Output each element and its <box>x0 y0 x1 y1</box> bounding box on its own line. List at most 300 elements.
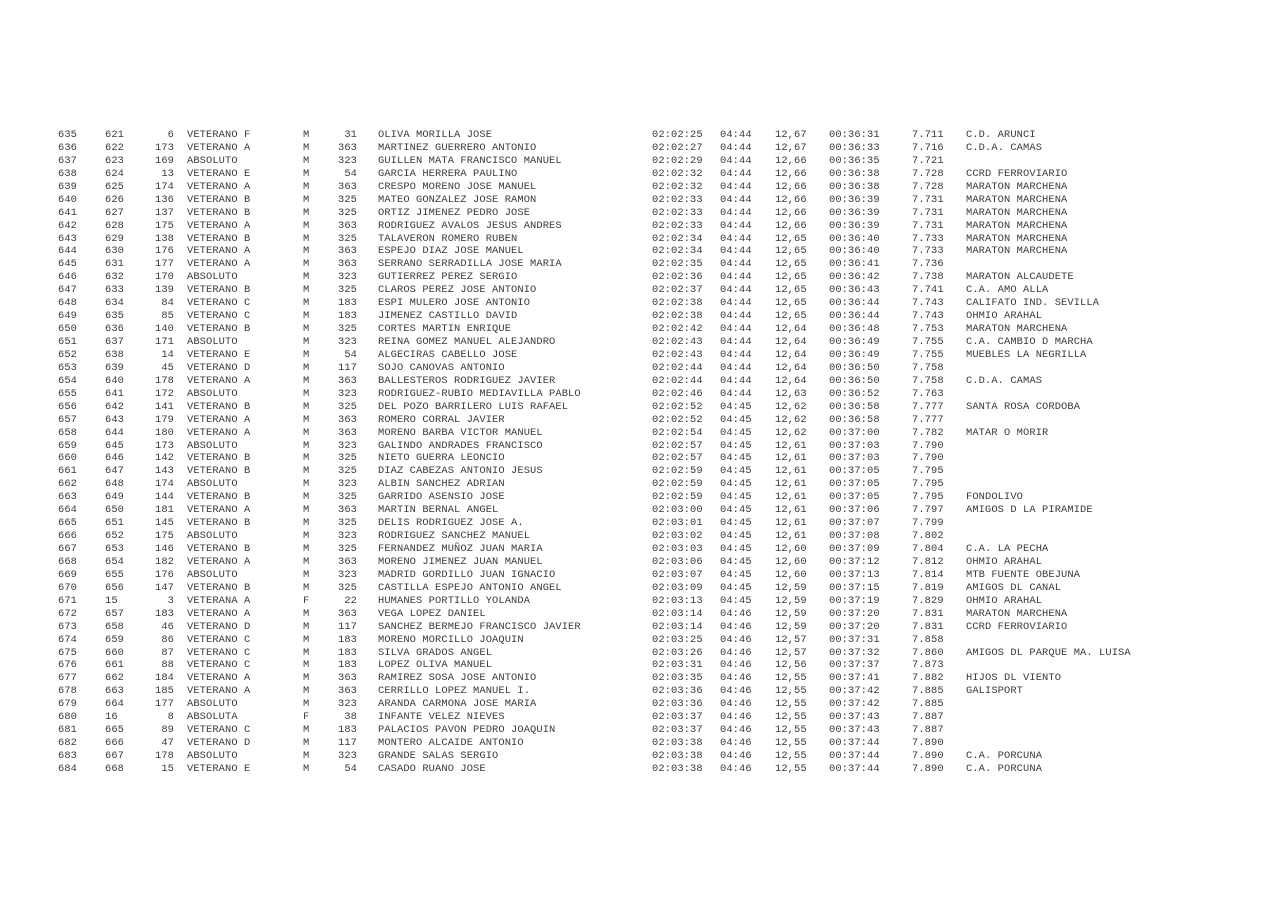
points-cell: 7.731 <box>912 193 944 206</box>
club-cell: C.A. PORCUNA <box>966 762 1043 775</box>
pace-cell: 04:46 <box>720 659 752 672</box>
sex-cell: F <box>303 711 310 724</box>
gender-position-cell: 660 <box>105 646 125 659</box>
category-total-cell: 325 <box>337 400 357 413</box>
speed-cell: 12,66 <box>775 154 807 167</box>
runner-name-cell: CORTES MARTIN ENRIQUE <box>378 323 512 336</box>
category-total-cell: 22 <box>344 594 357 607</box>
time-gap-cell: 00:37:32 <box>829 646 880 659</box>
club-cell: AMIGOS D LA PIRAMIDE <box>966 504 1093 517</box>
runner-name-cell: SANCHEZ BERMEJO FRANCISCO JAVIER <box>378 620 581 633</box>
category-cell: ABSOLUTO <box>187 336 238 348</box>
sex-cell: M <box>303 141 310 154</box>
category-total-cell: 325 <box>337 452 357 465</box>
finish-time-cell: 02:03:25 <box>652 633 703 646</box>
points-cell: 7.890 <box>912 750 944 762</box>
runner-name-cell: GUILLEN MATA FRANCISCO MANUEL <box>378 154 562 167</box>
category-position-cell: 136 <box>154 193 174 206</box>
category-cell: ABSOLUTO <box>187 530 238 543</box>
time-gap-cell: 00:36:35 <box>829 154 880 167</box>
category-position-cell: 13 <box>161 167 174 180</box>
category-cell: VETERANO B <box>187 284 251 297</box>
sex-cell: M <box>303 672 310 685</box>
position-cell: 651 <box>58 336 78 348</box>
category-cell: VETERANO A <box>187 258 251 271</box>
pace-cell: 04:44 <box>720 374 752 387</box>
pace-cell: 04:46 <box>720 737 752 750</box>
pace-cell: 04:45 <box>720 465 752 478</box>
category-total-cell: 363 <box>337 504 357 517</box>
sex-cell: M <box>303 180 310 193</box>
pace-cell: 04:46 <box>720 762 752 775</box>
points-cell: 7.804 <box>912 543 944 555</box>
runner-name-cell: CASADO RUANO JOSE <box>378 762 486 775</box>
position-cell: 663 <box>58 491 78 504</box>
category-total-cell: 183 <box>337 659 357 672</box>
speed-cell: 12,59 <box>775 607 807 620</box>
points-cell: 7.741 <box>912 284 944 297</box>
sex-cell: M <box>303 762 310 775</box>
sex-cell: M <box>303 659 310 672</box>
category-cell: VETERANO E <box>187 348 251 361</box>
pace-cell: 04:45 <box>720 426 752 439</box>
points-cell: 7.731 <box>912 206 944 219</box>
time-gap-cell: 00:37:44 <box>829 762 880 775</box>
category-position-cell: 47 <box>161 737 174 750</box>
runner-name-cell: DIAZ CABEZAS ANTONIO JESUS <box>378 465 543 478</box>
speed-cell: 12,63 <box>775 387 807 400</box>
club-cell: FONDOLIVO <box>966 491 1024 504</box>
points-cell: 7.799 <box>912 517 944 530</box>
speed-cell: 12,64 <box>775 361 807 374</box>
time-gap-cell: 00:37:41 <box>829 672 880 685</box>
runner-name-cell: DELIS RODRIGUEZ JOSE A. <box>378 517 524 530</box>
category-total-cell: 325 <box>337 232 357 245</box>
category-total-cell: 325 <box>337 193 357 206</box>
runner-name-cell: MARTINEZ GUERRERO ANTONIO <box>378 141 537 154</box>
time-gap-cell: 00:37:03 <box>829 452 880 465</box>
speed-cell: 12,61 <box>775 465 807 478</box>
category-total-cell: 323 <box>337 154 357 167</box>
club-cell: C.D. ARUNCI <box>966 129 1036 141</box>
runner-name-cell: HUMANES PORTILLO YOLANDA <box>378 594 531 607</box>
position-cell: 638 <box>58 167 78 180</box>
points-cell: 7.736 <box>912 258 944 271</box>
time-gap-cell: 00:36:58 <box>829 400 880 413</box>
gender-position-cell: 651 <box>105 517 125 530</box>
category-position-cell: 180 <box>154 426 174 439</box>
category-total-cell: 325 <box>337 323 357 336</box>
pace-cell: 04:44 <box>720 129 752 141</box>
gender-position-cell: 668 <box>105 762 125 775</box>
finish-time-cell: 02:03:06 <box>652 555 703 568</box>
sex-cell: M <box>303 400 310 413</box>
sex-cell: M <box>303 413 310 426</box>
speed-cell: 12,61 <box>775 478 807 491</box>
position-cell: 670 <box>58 581 78 594</box>
finish-time-cell: 02:03:09 <box>652 581 703 594</box>
category-position-cell: 6 <box>167 129 174 141</box>
gender-position-cell: 634 <box>105 297 125 310</box>
club-cell: MARATON MARCHENA <box>966 219 1068 232</box>
pace-cell: 04:46 <box>720 620 752 633</box>
pace-cell: 04:46 <box>720 672 752 685</box>
finish-time-cell: 02:03:31 <box>652 659 703 672</box>
runner-name-cell: OLIVA MORILLA JOSE <box>378 129 493 141</box>
speed-cell: 12,55 <box>775 698 807 711</box>
sex-cell: M <box>303 439 310 452</box>
sex-cell: M <box>303 310 310 323</box>
club-cell: MARATON ALCAUDETE <box>966 271 1074 284</box>
category-cell: VETERANA A <box>187 594 251 607</box>
pace-cell: 04:45 <box>720 555 752 568</box>
club-cell: OHMIO ARAHAL <box>966 310 1043 323</box>
gender-position-cell: 652 <box>105 530 125 543</box>
category-position-cell: 179 <box>154 413 174 426</box>
finish-time-cell: 02:02:59 <box>652 465 703 478</box>
pace-cell: 04:45 <box>720 517 752 530</box>
finish-time-cell: 02:02:57 <box>652 452 703 465</box>
gender-position-cell: 626 <box>105 193 125 206</box>
pace-cell: 04:44 <box>720 271 752 284</box>
gender-position-cell: 629 <box>105 232 125 245</box>
speed-cell: 12,56 <box>775 659 807 672</box>
sex-cell: M <box>303 724 310 737</box>
gender-position-cell: 643 <box>105 413 125 426</box>
speed-cell: 12,65 <box>775 284 807 297</box>
time-gap-cell: 00:36:40 <box>829 232 880 245</box>
gender-position-cell: 665 <box>105 724 125 737</box>
category-cell: VETERANO A <box>187 180 251 193</box>
points-cell: 7.755 <box>912 336 944 348</box>
category-cell: VETERANO A <box>187 504 251 517</box>
runner-name-cell: INFANTE VELEZ NIEVES <box>378 711 505 724</box>
gender-position-cell: 15 <box>105 594 118 607</box>
club-cell: MARATON MARCHENA <box>966 232 1068 245</box>
speed-cell: 12,55 <box>775 711 807 724</box>
pace-cell: 04:45 <box>720 413 752 426</box>
points-cell: 7.743 <box>912 310 944 323</box>
gender-position-cell: 621 <box>105 129 125 141</box>
sex-cell: M <box>303 297 310 310</box>
finish-time-cell: 02:03:36 <box>652 698 703 711</box>
finish-time-cell: 02:03:14 <box>652 607 703 620</box>
points-cell: 7.873 <box>912 659 944 672</box>
time-gap-cell: 00:36:33 <box>829 141 880 154</box>
category-position-cell: 140 <box>154 323 174 336</box>
sex-cell: M <box>303 154 310 167</box>
runner-name-cell: NIETO GUERRA LEONCIO <box>378 452 505 465</box>
sex-cell: M <box>303 323 310 336</box>
category-cell: VETERANO A <box>187 607 251 620</box>
category-total-cell: 117 <box>337 737 357 750</box>
category-cell: VETERANO A <box>187 685 251 698</box>
runner-name-cell: TALAVERON ROMERO RUBEN <box>378 232 518 245</box>
category-cell: ABSOLUTO <box>187 387 238 400</box>
category-total-cell: 183 <box>337 646 357 659</box>
category-cell: ABSOLUTO <box>187 154 238 167</box>
points-cell: 7.728 <box>912 180 944 193</box>
time-gap-cell: 00:37:06 <box>829 504 880 517</box>
club-cell: MARATON MARCHENA <box>966 607 1068 620</box>
sex-cell: M <box>303 232 310 245</box>
category-position-cell: 176 <box>154 245 174 258</box>
category-position-cell: 178 <box>154 374 174 387</box>
gender-position-cell: 633 <box>105 284 125 297</box>
category-total-cell: 323 <box>337 271 357 284</box>
finish-time-cell: 02:03:14 <box>652 620 703 633</box>
sex-cell: M <box>303 568 310 581</box>
club-cell: MARATON MARCHENA <box>966 180 1068 193</box>
time-gap-cell: 00:36:44 <box>829 297 880 310</box>
category-position-cell: 181 <box>154 504 174 517</box>
sex-cell: M <box>303 555 310 568</box>
position-cell: 659 <box>58 439 78 452</box>
position-cell: 664 <box>58 504 78 517</box>
time-gap-cell: 00:36:40 <box>829 245 880 258</box>
time-gap-cell: 00:37:19 <box>829 594 880 607</box>
points-cell: 7.890 <box>912 762 944 775</box>
points-cell: 7.819 <box>912 581 944 594</box>
speed-cell: 12,62 <box>775 400 807 413</box>
gender-position-cell: 625 <box>105 180 125 193</box>
runner-name-cell: ESPEJO DIAZ JOSE MANUEL <box>378 245 524 258</box>
category-cell: VETERANO B <box>187 232 251 245</box>
time-gap-cell: 00:36:48 <box>829 323 880 336</box>
category-cell: VETERANO E <box>187 762 251 775</box>
pace-cell: 04:46 <box>720 698 752 711</box>
category-cell: ABSOLUTA <box>187 711 238 724</box>
category-total-cell: 363 <box>337 219 357 232</box>
points-cell: 7.790 <box>912 452 944 465</box>
time-gap-cell: 00:37:44 <box>829 750 880 762</box>
category-cell: VETERANO C <box>187 646 251 659</box>
category-cell: ABSOLUTO <box>187 698 238 711</box>
category-cell: VETERANO B <box>187 452 251 465</box>
runner-name-cell: RODRIGUEZ SANCHEZ MANUEL <box>378 530 531 543</box>
category-position-cell: 88 <box>161 659 174 672</box>
club-cell: HIJOS DL VIENTO <box>966 672 1062 685</box>
club-cell: CALIFATO IND. SEVILLA <box>966 297 1100 310</box>
finish-time-cell: 02:02:43 <box>652 348 703 361</box>
category-position-cell: 15 <box>161 762 174 775</box>
points-cell: 7.777 <box>912 400 944 413</box>
speed-cell: 12,61 <box>775 491 807 504</box>
category-cell: VETERANO B <box>187 400 251 413</box>
runner-name-cell: REINA GOMEZ MANUEL ALEJANDRO <box>378 336 556 348</box>
speed-cell: 12,60 <box>775 543 807 555</box>
runner-name-cell: GALINDO ANDRADES FRANCISCO <box>378 439 543 452</box>
speed-cell: 12,65 <box>775 297 807 310</box>
points-cell: 7.711 <box>912 129 944 141</box>
category-position-cell: 138 <box>154 232 174 245</box>
finish-time-cell: 02:02:33 <box>652 193 703 206</box>
category-cell: VETERANO A <box>187 374 251 387</box>
speed-cell: 12,57 <box>775 633 807 646</box>
category-total-cell: 363 <box>337 426 357 439</box>
club-cell: AMIGOS DL CANAL <box>966 581 1062 594</box>
category-position-cell: 147 <box>154 581 174 594</box>
category-total-cell: 54 <box>344 762 357 775</box>
runner-name-cell: ESPI MULERO JOSE ANTONIO <box>378 297 531 310</box>
category-cell: ABSOLUTO <box>187 439 238 452</box>
sex-cell: M <box>303 478 310 491</box>
points-cell: 7.743 <box>912 297 944 310</box>
points-cell: 7.860 <box>912 646 944 659</box>
time-gap-cell: 00:36:49 <box>829 336 880 348</box>
speed-cell: 12,66 <box>775 193 807 206</box>
club-cell: CCRD FERROVIARIO <box>966 167 1068 180</box>
position-cell: 636 <box>58 141 78 154</box>
category-position-cell: 89 <box>161 724 174 737</box>
pace-cell: 04:46 <box>720 750 752 762</box>
category-position-cell: 14 <box>161 348 174 361</box>
finish-time-cell: 02:02:46 <box>652 387 703 400</box>
finish-time-cell: 02:02:27 <box>652 141 703 154</box>
position-cell: 658 <box>58 426 78 439</box>
points-cell: 7.858 <box>912 633 944 646</box>
sex-cell: M <box>303 504 310 517</box>
points-cell: 7.885 <box>912 685 944 698</box>
sex-cell: M <box>303 193 310 206</box>
time-gap-cell: 00:37:31 <box>829 633 880 646</box>
pace-cell: 04:46 <box>720 646 752 659</box>
finish-time-cell: 02:03:00 <box>652 504 703 517</box>
position-cell: 678 <box>58 685 78 698</box>
category-total-cell: 183 <box>337 297 357 310</box>
runner-name-cell: GUTIERREZ PEREZ SERGIO <box>378 271 518 284</box>
category-position-cell: 143 <box>154 465 174 478</box>
pace-cell: 04:44 <box>720 193 752 206</box>
finish-time-cell: 02:02:38 <box>652 297 703 310</box>
speed-cell: 12,55 <box>775 685 807 698</box>
points-cell: 7.731 <box>912 219 944 232</box>
speed-cell: 12,66 <box>775 206 807 219</box>
sex-cell: M <box>303 543 310 555</box>
position-cell: 653 <box>58 361 78 374</box>
club-cell: C.A. CAMBIO D MARCHA <box>966 336 1093 348</box>
position-cell: 681 <box>58 724 78 737</box>
category-position-cell: 137 <box>154 206 174 219</box>
pace-cell: 04:44 <box>720 232 752 245</box>
points-cell: 7.733 <box>912 232 944 245</box>
finish-time-cell: 02:02:25 <box>652 129 703 141</box>
sex-cell: M <box>303 426 310 439</box>
sex-cell: M <box>303 361 310 374</box>
runner-name-cell: ROMERO CORRAL JAVIER <box>378 413 505 426</box>
speed-cell: 12,55 <box>775 762 807 775</box>
time-gap-cell: 00:37:05 <box>829 465 880 478</box>
speed-cell: 12,61 <box>775 439 807 452</box>
position-cell: 666 <box>58 530 78 543</box>
points-cell: 7.753 <box>912 323 944 336</box>
time-gap-cell: 00:37:42 <box>829 685 880 698</box>
position-cell: 665 <box>58 517 78 530</box>
club-cell: MARATON MARCHENA <box>966 323 1068 336</box>
time-gap-cell: 00:37:07 <box>829 517 880 530</box>
category-cell: VETERANO C <box>187 724 251 737</box>
gender-position-cell: 637 <box>105 336 125 348</box>
position-cell: 635 <box>58 129 78 141</box>
speed-cell: 12,65 <box>775 310 807 323</box>
pace-cell: 04:45 <box>720 400 752 413</box>
category-position-cell: 170 <box>154 271 174 284</box>
position-cell: 660 <box>58 452 78 465</box>
gender-position-cell: 635 <box>105 310 125 323</box>
finish-time-cell: 02:02:33 <box>652 206 703 219</box>
category-position-cell: 144 <box>154 491 174 504</box>
category-total-cell: 323 <box>337 439 357 452</box>
runner-name-cell: LOPEZ OLIVA MANUEL <box>378 659 493 672</box>
time-gap-cell: 00:37:15 <box>829 581 880 594</box>
position-cell: 637 <box>58 154 78 167</box>
category-total-cell: 363 <box>337 180 357 193</box>
points-cell: 7.831 <box>912 607 944 620</box>
gender-position-cell: 631 <box>105 258 125 271</box>
finish-time-cell: 02:02:32 <box>652 180 703 193</box>
position-cell: 671 <box>58 594 78 607</box>
club-cell: MUEBLES LA NEGRILLA <box>966 348 1087 361</box>
runner-name-cell: GRANDE SALAS SERGIO <box>378 750 499 762</box>
gender-position-cell: 636 <box>105 323 125 336</box>
speed-cell: 12,61 <box>775 517 807 530</box>
category-position-cell: 86 <box>161 633 174 646</box>
position-cell: 673 <box>58 620 78 633</box>
finish-time-cell: 02:02:37 <box>652 284 703 297</box>
category-position-cell: 169 <box>154 154 174 167</box>
sex-cell: M <box>303 465 310 478</box>
category-total-cell: 325 <box>337 491 357 504</box>
category-position-cell: 171 <box>154 336 174 348</box>
category-position-cell: 176 <box>154 568 174 581</box>
finish-time-cell: 02:03:35 <box>652 672 703 685</box>
sex-cell: M <box>303 271 310 284</box>
category-total-cell: 363 <box>337 141 357 154</box>
time-gap-cell: 00:36:39 <box>829 193 880 206</box>
category-position-cell: 46 <box>161 620 174 633</box>
position-cell: 656 <box>58 400 78 413</box>
sex-cell: M <box>303 219 310 232</box>
speed-cell: 12,62 <box>775 413 807 426</box>
points-cell: 7.716 <box>912 141 944 154</box>
sex-cell: M <box>303 633 310 646</box>
pace-cell: 04:44 <box>720 297 752 310</box>
gender-position-cell: 654 <box>105 555 125 568</box>
gender-position-cell: 661 <box>105 659 125 672</box>
points-cell: 7.728 <box>912 167 944 180</box>
gender-position-cell: 623 <box>105 154 125 167</box>
points-cell: 7.814 <box>912 568 944 581</box>
runner-name-cell: GARRIDO ASENSIO JOSE <box>378 491 505 504</box>
time-gap-cell: 00:36:41 <box>829 258 880 271</box>
category-total-cell: 54 <box>344 167 357 180</box>
gender-position-cell: 16 <box>105 711 118 724</box>
runner-name-cell: MORENO JIMENEZ JUAN MANUEL <box>378 555 543 568</box>
gender-position-cell: 644 <box>105 426 125 439</box>
pace-cell: 04:44 <box>720 245 752 258</box>
speed-cell: 12,55 <box>775 750 807 762</box>
position-cell: 669 <box>58 568 78 581</box>
pace-cell: 04:44 <box>720 206 752 219</box>
gender-position-cell: 655 <box>105 568 125 581</box>
position-cell: 676 <box>58 659 78 672</box>
runner-name-cell: MONTERO ALCAIDE ANTONIO <box>378 737 524 750</box>
time-gap-cell: 00:36:38 <box>829 167 880 180</box>
points-cell: 7.882 <box>912 672 944 685</box>
finish-time-cell: 02:03:38 <box>652 737 703 750</box>
category-position-cell: 3 <box>167 594 174 607</box>
speed-cell: 12,59 <box>775 581 807 594</box>
